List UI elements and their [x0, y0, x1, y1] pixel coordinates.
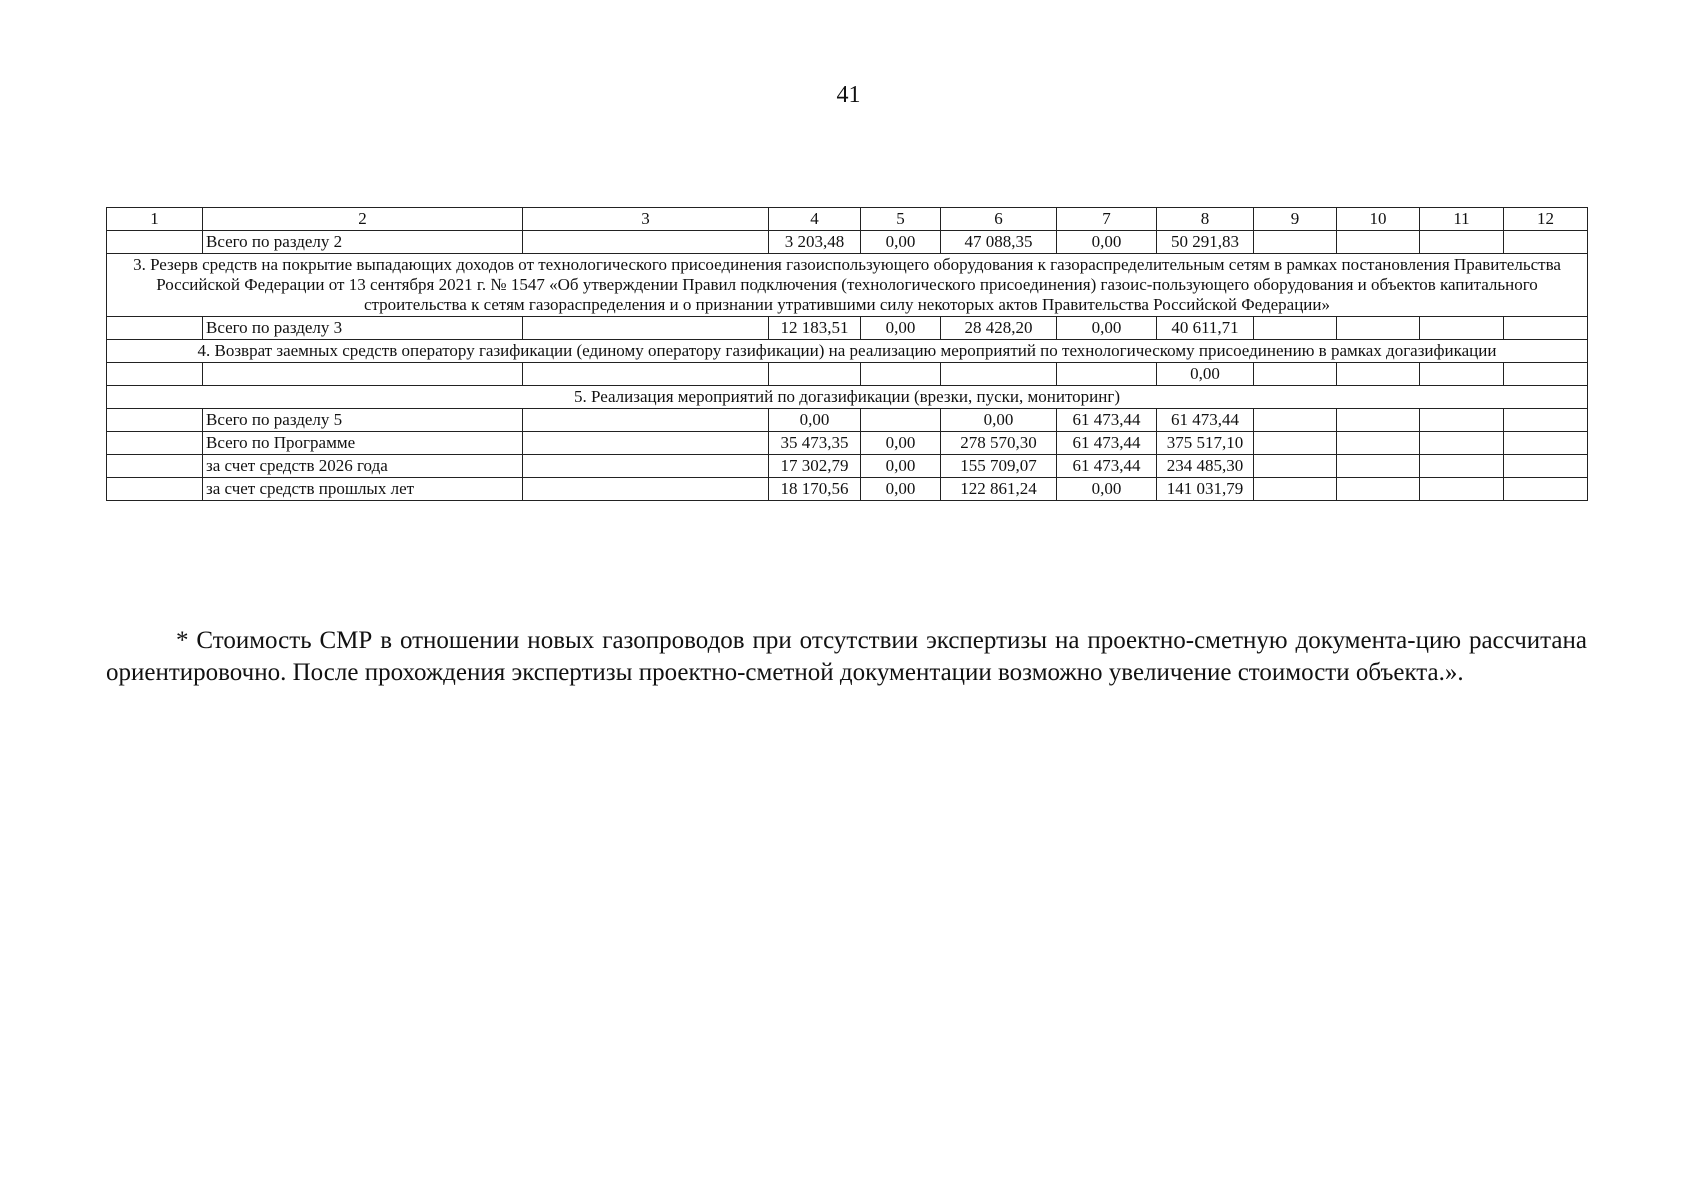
table-cell	[1337, 478, 1420, 501]
table-cell: 28 428,20	[941, 317, 1057, 340]
table-cell	[1254, 455, 1337, 478]
row-label: Всего по разделу 5	[203, 409, 523, 432]
table-cell	[1057, 363, 1157, 386]
table-cell	[1337, 231, 1420, 254]
table-cell	[107, 409, 203, 432]
table-cell: 155 709,07	[941, 455, 1057, 478]
table-cell: 0,00	[861, 432, 941, 455]
table-row-section3-total	[107, 317, 1588, 340]
table-cell	[523, 363, 769, 386]
table-cell	[1337, 455, 1420, 478]
table-cell: 141 031,79	[1157, 478, 1254, 501]
table-cell: 278 570,30	[941, 432, 1057, 455]
table-cell: 0,00	[941, 409, 1057, 432]
section-title-row	[107, 254, 1588, 317]
table-cell: 61 473,44	[1057, 455, 1157, 478]
table-cell	[1420, 231, 1504, 254]
table-cell	[107, 455, 203, 478]
section3-title: 3. Резерв средств на покрытие выпадающих доходов от технологического присоединения газоиспользующего оборудования к газораспределительным сетям в рамках постановления Правительства Российской Федерации от 13 сентября 2021 г. № 1547 «Об утверждении Правил подключения (технологического присоединения) газоис-пользующего оборудования и объектов капитального строительства к сетям газораспределения и о признании утратившими силу некоторых актов Правительства Российской Федерации»	[107, 254, 1588, 317]
row-label: Всего по разделу 2	[203, 231, 523, 254]
table-cell: 0,00	[1057, 231, 1157, 254]
table-row-funds-past	[107, 478, 1588, 501]
table-cell	[1504, 409, 1588, 432]
table-cell	[1504, 478, 1588, 501]
table-cell	[1504, 432, 1588, 455]
section-title-row	[107, 386, 1588, 409]
table-cell: 234 485,30	[1157, 455, 1254, 478]
column-header: 5	[861, 208, 941, 231]
table-cell: 0,00	[1157, 363, 1254, 386]
table-cell	[769, 363, 861, 386]
column-header: 3	[523, 208, 769, 231]
table-cell	[941, 363, 1057, 386]
column-header: 1	[107, 208, 203, 231]
table-cell	[1504, 455, 1588, 478]
table-cell	[1420, 409, 1504, 432]
table-cell	[861, 363, 941, 386]
table-row-section2-total	[107, 231, 1588, 254]
section4-title: 4. Возврат заемных средств оператору газификации (единому оператору газификации) на реализацию мероприятий по технологическому присоединению в рамках догазификации	[107, 340, 1588, 363]
table-cell: 35 473,35	[769, 432, 861, 455]
table-cell: 0,00	[861, 478, 941, 501]
table-cell	[1337, 363, 1420, 386]
table-cell	[1504, 231, 1588, 254]
table-cell	[1420, 317, 1504, 340]
table-cell	[1337, 409, 1420, 432]
table-cell	[1254, 363, 1337, 386]
table-cell	[107, 432, 203, 455]
table-cell: 122 861,24	[941, 478, 1057, 501]
row-label: Всего по Программе	[203, 432, 523, 455]
table-cell: 18 170,56	[769, 478, 861, 501]
row-label: за счет средств прошлых лет	[203, 478, 523, 501]
table-cell	[523, 432, 769, 455]
table-row-funds-2026	[107, 455, 1588, 478]
section-title-row	[107, 340, 1588, 363]
table-cell: 0,00	[1057, 317, 1157, 340]
table-cell: 40 611,71	[1157, 317, 1254, 340]
table-row-section4	[107, 363, 1588, 386]
table-cell: 17 302,79	[769, 455, 861, 478]
table-cell	[107, 363, 203, 386]
row-label: за счет средств 2026 года	[203, 455, 523, 478]
table-cell	[523, 231, 769, 254]
table-cell	[1254, 231, 1337, 254]
page-number: 41	[836, 82, 861, 108]
table-cell: 0,00	[861, 231, 941, 254]
table-cell: 61 473,44	[1057, 409, 1157, 432]
column-header: 2	[203, 208, 523, 231]
column-header: 11	[1420, 208, 1504, 231]
table-cell: 0,00	[861, 317, 941, 340]
table-cell	[1420, 432, 1504, 455]
table-row-section5-total	[107, 409, 1588, 432]
table-cell	[1504, 317, 1588, 340]
column-header: 8	[1157, 208, 1254, 231]
footnote: * Стоимость СМР в отношении новых газопроводов при отсутствии экспертизы на проектно-сметную документа-цию рассчитана ориентировочно. После прохождения экспертизы проектно-сметной документации возможно увеличение стоимости объекта.».	[106, 627, 1587, 686]
row-label: Всего по разделу 3	[203, 317, 523, 340]
table-cell	[1337, 432, 1420, 455]
table-cell	[1254, 478, 1337, 501]
column-header: 6	[941, 208, 1057, 231]
section5-title: 5. Реализация мероприятий по догазификации (врезки, пуски, мониторинг)	[107, 386, 1588, 409]
table-cell: 12 183,51	[769, 317, 861, 340]
table-cell: 0,00	[769, 409, 861, 432]
table-cell	[523, 455, 769, 478]
table-cell	[203, 363, 523, 386]
column-header: 4	[769, 208, 861, 231]
table-cell: 61 473,44	[1157, 409, 1254, 432]
table-cell: 47 088,35	[941, 231, 1057, 254]
table-cell	[523, 409, 769, 432]
column-header: 7	[1057, 208, 1157, 231]
table-cell: 3 203,48	[769, 231, 861, 254]
column-header: 9	[1254, 208, 1337, 231]
table-cell: 61 473,44	[1057, 432, 1157, 455]
table-cell	[523, 317, 769, 340]
table-cell	[107, 478, 203, 501]
column-header: 12	[1504, 208, 1588, 231]
table-cell	[1420, 363, 1504, 386]
table-cell	[861, 409, 941, 432]
table-cell	[1254, 409, 1337, 432]
table-cell	[1420, 478, 1504, 501]
column-header: 10	[1337, 208, 1420, 231]
table-cell: 0,00	[1057, 478, 1157, 501]
table-cell	[1254, 432, 1337, 455]
table-cell	[1420, 455, 1504, 478]
table-cell	[1254, 317, 1337, 340]
table-row-program-total	[107, 432, 1588, 455]
table-cell	[1337, 317, 1420, 340]
table-cell: 50 291,83	[1157, 231, 1254, 254]
column-header-row	[107, 208, 1588, 231]
table-cell	[107, 231, 203, 254]
table-cell: 0,00	[861, 455, 941, 478]
table-cell	[523, 478, 769, 501]
table-cell: 375 517,10	[1157, 432, 1254, 455]
budget-table	[106, 207, 1588, 501]
table-cell	[107, 317, 203, 340]
table-cell	[1504, 363, 1588, 386]
